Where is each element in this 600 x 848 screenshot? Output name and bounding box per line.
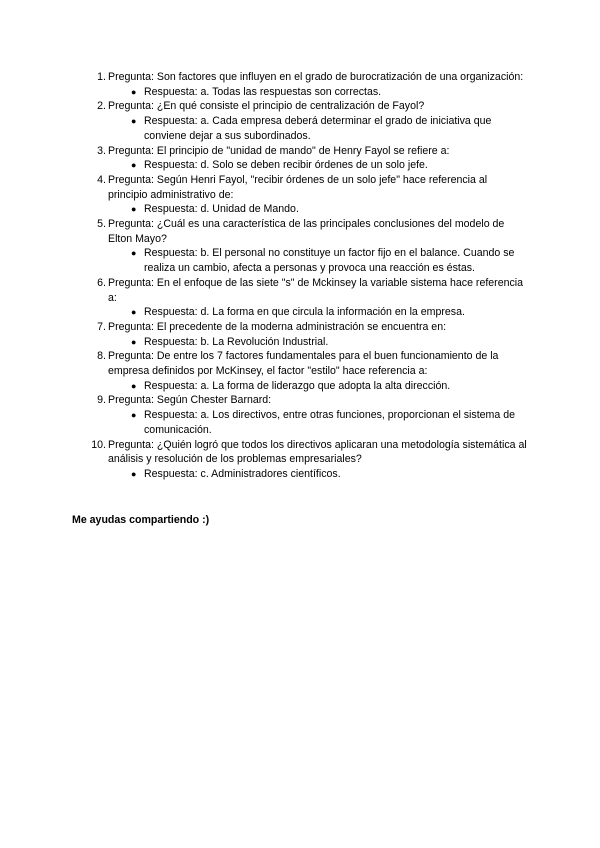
question-text: Pregunta: Según Henri Fayol, "recibir órdenes de un solo jefe" hace referencia al principio administrativo de:	[108, 173, 488, 201]
answer-text: Respuesta: a. La forma de liderazgo que adopta la alta dirección.	[144, 379, 451, 392]
question-item-3	[88, 144, 528, 173]
question-item-4	[88, 173, 528, 217]
answer-item	[108, 379, 528, 394]
answer-item	[108, 85, 528, 100]
bullet-icon: ●	[131, 380, 137, 391]
question-item-5	[88, 217, 528, 276]
bullet-icon: ●	[131, 204, 137, 215]
answer-text: Respuesta: c. Administradores científicos.	[144, 467, 341, 480]
answer-text: Respuesta: d. Solo se deben recibir órdenes de un solo jefe.	[144, 159, 428, 172]
bullet-icon: ●	[131, 468, 137, 479]
question-item-6	[88, 276, 528, 320]
answer-text: Respuesta: d. Unidad de Mando.	[144, 203, 299, 216]
question-text: Pregunta: El precedente de la moderna administración se encuentra en:	[108, 320, 447, 333]
answer-text: Respuesta: b. El personal no constituye un factor fijo en el balance. Cuando se realiza un cambio, afecta a personas y provoca una reacción es éstas.	[144, 247, 515, 275]
question-text: Pregunta: ¿En qué consiste el principio de centralización de Fayol?	[108, 100, 425, 113]
question-item-2	[88, 99, 528, 143]
question-item-9	[88, 393, 528, 437]
answer-item	[108, 408, 528, 437]
question-number: 7.	[97, 320, 106, 333]
answer-item	[108, 158, 528, 173]
answer-item	[108, 246, 528, 275]
bullet-icon: ●	[131, 86, 137, 97]
closing-note: Me ayudas compartiendo :)	[72, 514, 210, 526]
question-number: 9.	[97, 394, 106, 407]
question-text: Pregunta: El principio de "unidad de mando" de Henry Fayol se refiere a:	[108, 144, 450, 157]
question-list	[88, 70, 528, 482]
question-number: 1.	[97, 71, 106, 83]
question-text: Pregunta: En el enfoque de las siete "s" de Mckinsey la variable sistema hace referencia a:	[108, 276, 524, 304]
question-text: Pregunta: Según Chester Barnard:	[108, 394, 272, 407]
question-number: 3.	[97, 144, 106, 157]
bullet-icon: ●	[131, 248, 137, 259]
answer-item	[108, 202, 528, 217]
answer-text: Respuesta: a. Todas las respuestas son correctas.	[144, 85, 382, 98]
question-number: 6.	[97, 276, 106, 289]
question-item-7	[88, 320, 528, 349]
question-number: 10.	[91, 438, 106, 451]
answer-item	[108, 114, 528, 143]
answer-text: Respuesta: a. Cada empresa deberá determinar el grado de iniciativa que conviene dejar a sus subordinados.	[144, 115, 492, 142]
bullet-icon: ●	[131, 160, 137, 171]
question-number: 8.	[97, 350, 106, 363]
answer-item	[108, 335, 528, 350]
question-text: Pregunta: De entre los 7 factores fundamentales para el buen funcionamiento de la empresa definidos por McKinsey, el factor "estilo" hace referencia a:	[108, 350, 499, 378]
bullet-icon: ●	[131, 410, 137, 421]
answer-text: Respuesta: b. La Revolución Industrial.	[144, 335, 329, 348]
answer-text: Respuesta: d. La forma en que circula la información en la empresa.	[144, 306, 465, 319]
question-item-1	[88, 70, 528, 99]
question-number: 4.	[97, 173, 106, 186]
bullet-icon: ●	[131, 307, 137, 318]
question-number: 2.	[97, 100, 106, 113]
question-text: Pregunta: Son factores que influyen en el grado de burocratización de una organización:	[108, 71, 524, 83]
question-item-10	[88, 438, 528, 482]
question-number: 5.	[97, 218, 106, 231]
bullet-icon: ●	[131, 336, 137, 347]
bullet-icon: ●	[131, 116, 137, 127]
question-text: Pregunta: ¿Quién logró que todos los directivos aplicaran una metodología sistemática al análisis y resolución de los problemas empresariales?	[108, 438, 527, 466]
answer-item	[108, 305, 528, 320]
answer-text: Respuesta: a. Los directivos, entre otras funciones, proporcionan el sistema de comunicación.	[144, 409, 515, 436]
answer-item	[108, 467, 528, 482]
question-text: Pregunta: ¿Cuál es una característica de las principales conclusiones del modelo de Elton Mayo?	[108, 218, 505, 245]
question-item-8	[88, 349, 528, 393]
